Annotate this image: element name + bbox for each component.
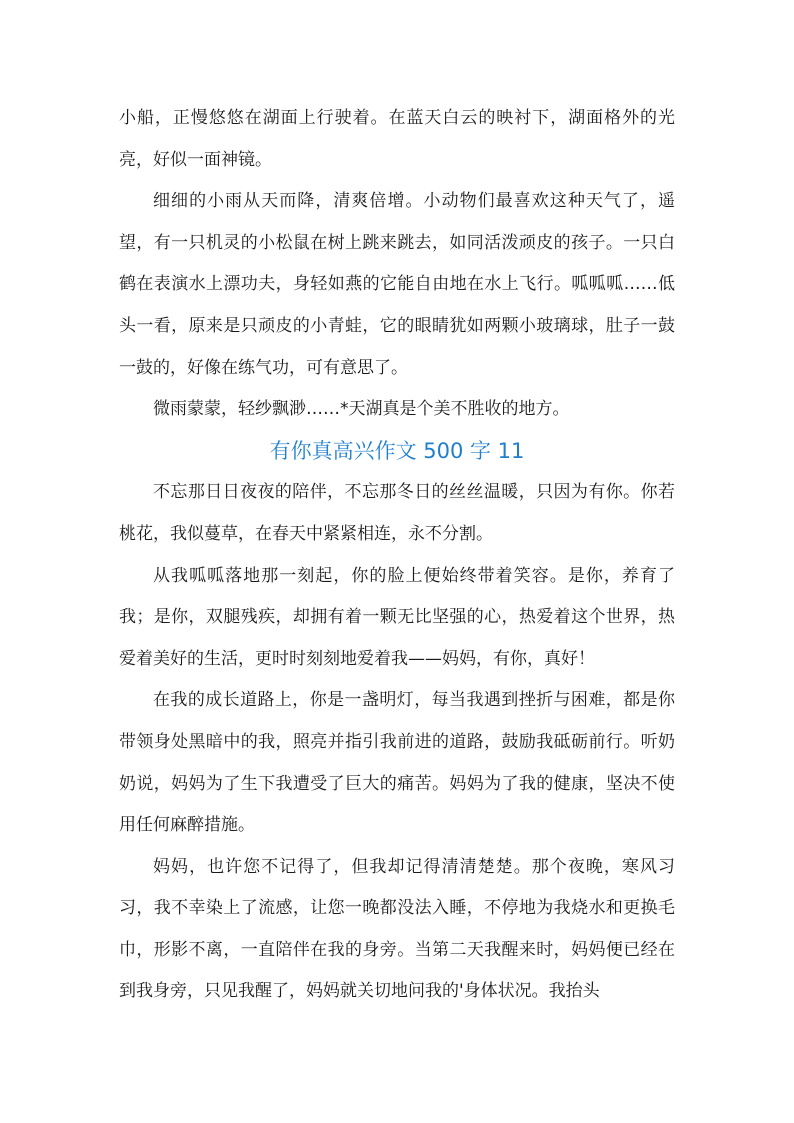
essay-heading: 有你真高兴作文 500 字 11: [269, 438, 525, 463]
paragraph-2: 细细的小雨从天而降，清爽倍增。小动物们最喜欢这种天气了，遥望，有一只机灵的小松鼠在树上跳来跳去，如同活泼顽皮的孩子。一只白鹤在表演水上漂功夫，身轻如燕的它能自由地在水上飞行。呱呱呱……低头一看，原来是只顽皮的小青蛙，它的眼睛犹如两颗小玻璃球，肚子一鼓一鼓的，好像在练气功，可有意思了。: [119, 191, 675, 378]
paragraph-7: 妈妈，也许您不记得了，但我却记得清清楚楚。那个夜晚，寒风习习，我不幸染上了流感，让您一晚都没法入睡，不停地为我烧水和更换毛巾，形影不离，一直陪伴在我的身旁。当第二天我醒来时，妈妈便已经在到我身旁，只见我醒了，妈妈就关切地问我的'身体状况。我抬头: [119, 856, 675, 1002]
paragraph-4: 不忘那日日夜夜的陪伴，不忘那冬日的丝丝温暖，只因为有你。你若桃花，我似蔓草，在春天中紧紧相连，永不分割。: [119, 482, 675, 544]
paragraph-6: 在我的成长道路上，你是一盏明灯，每当我遇到挫折与困难，都是你带领身处黑暗中的我，照亮并指引我前进的道路，鼓励我砥砺前行。听奶奶说，妈妈为了生下我遭受了巨大的痛苦。妈妈为了我的健康，坚决不使用任何麻醉措施。: [119, 690, 675, 836]
paragraph-1: 小船，正慢悠悠在湖面上行驶着。在蓝天白云的映衬下，湖面格外的光亮，好似一面神镜。: [119, 108, 675, 170]
paragraph-3: 微雨蒙蒙，轻纱飘渺……*天湖真是个美不胜收的地方。: [153, 399, 570, 420]
document-page: [119, 98, 675, 1013]
paragraph-5: 从我呱呱落地那一刻起，你的脸上便始终带着笑容。是你，养育了我；是你，双腿残疾，却拥有着一颗无比坚强的心，热爱着这个世界，热爱着美好的生活，更时时刻刻地爱着我——妈妈，有你，真好！: [119, 565, 675, 669]
